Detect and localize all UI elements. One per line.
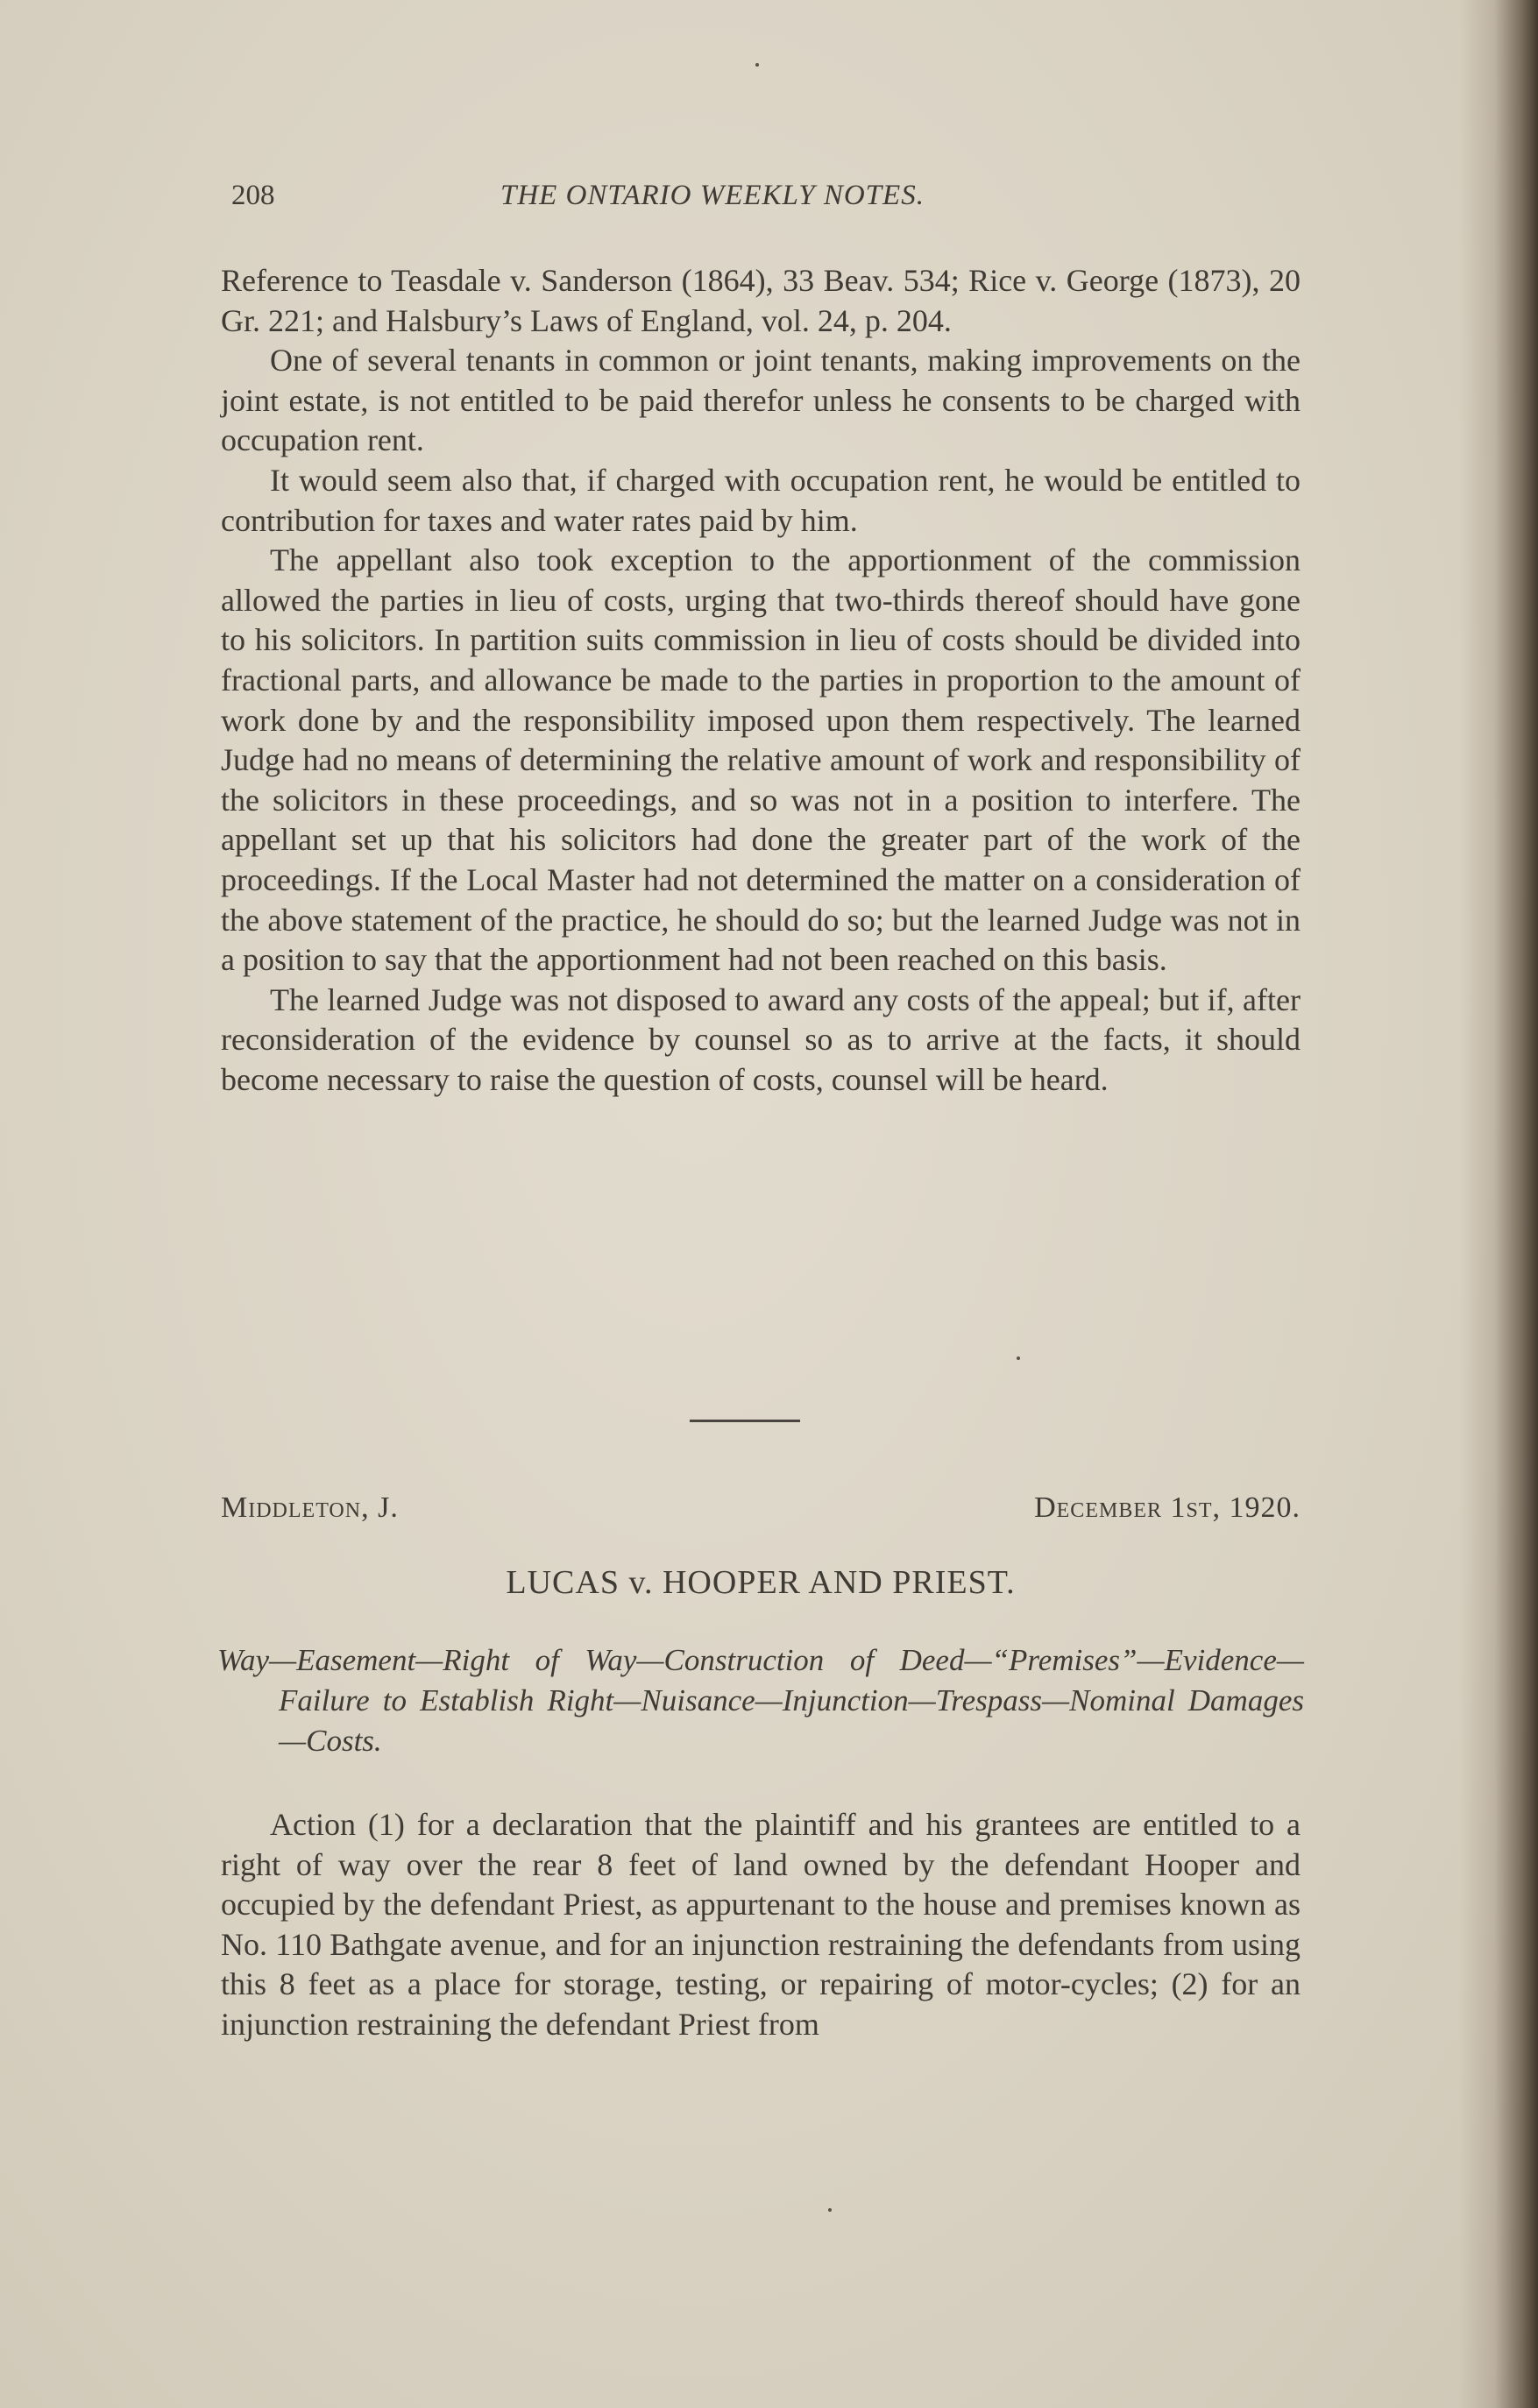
case-header [221,1491,1301,1535]
headnote-text: Way—Easement—Right of Way—Construction of Deed—“Premises”—Evidence—Failure to Establish Right—Nuisance—Injunction—Trespass—Nominal Damages—Costs. [217,1643,1304,1758]
book-spine-shadow [1459,0,1538,2408]
paragraph: Reference to Teasdale v. Sanderson (1864), 33 Beav. 534; Rice v. George (1873), 20 Gr. 221; and Halsbury’s Laws of England, vol. 24, p. 204. [221,263,1301,338]
paragraph: The learned Judge was not disposed to award any costs of the appeal; but if, after reconsideration of the evidence by counsel so as to arrive at the facts, it should become necessary to raise the question of costs, counsel will be heard. [221,981,1301,1097]
running-head [224,180,1301,222]
headnote [217,1640,1304,1761]
judge-name: Middleton, J. [221,1491,399,1524]
journal-title: THE ONTARIO WEEKLY NOTES. [500,180,925,211]
case-date: December 1st, 1920. [1034,1491,1301,1524]
paper-speck [828,2208,832,2212]
previous-case-text [221,261,1301,1100]
paper-speck [1017,1356,1020,1360]
paragraph: One of several tenants in common or joint tenants, making improvements on the joint estate, is not entitled to be paid therefor unless he consents to be charged with occupation rent. [221,343,1301,458]
section-divider [690,1420,800,1422]
paragraph: Action (1) for a declaration that the plaintiff and his grantees are entitled to a right of way over the rear 8 feet of land owned by the defendant Hooper and occupied by the defendant Priest, as appurtenant to the house and premises known as No. 110 Bathgate avenue, and for an injunction restraining the defendants from using this 8 feet as a place for storage, testing, or repairing of motor-cycles; (2) for an injunction restraining the defendant Priest from [221,1807,1301,2042]
new-case-text [221,1805,1301,2045]
page-number: 208 [231,180,275,211]
paragraph: It would seem also that, if charged with occupation rent, he would be entitled to contribution for taxes and water rates paid by him. [221,462,1301,538]
paragraph: The appellant also took exception to the apportionment of the commission allowed the parties in lieu of costs, urging that two-thirds thereof should have gone to his solicitors. In partition suits commission in lieu of costs should be divided into fractional parts, and allowance be made to the parties in proportion to the amount of work done by and the responsibility imposed upon them respectively. The learned Judge had no means of determining the relative amount of work and responsibility of the solicitors in these proceedings, and so was not in a position to interfere. The appellant set up that his solicitors had done the greater part of the work of the proceedings. If the Local Master had not determined the matter on a consideration of the above statement of the practice, he should do so; but the learned Judge was not in a position to say that the apportionment had not been reached on this basis. [221,542,1301,978]
case-title: LUCAS v. HOOPER AND PRIEST. [506,1564,1016,1601]
paper-speck [755,63,759,67]
